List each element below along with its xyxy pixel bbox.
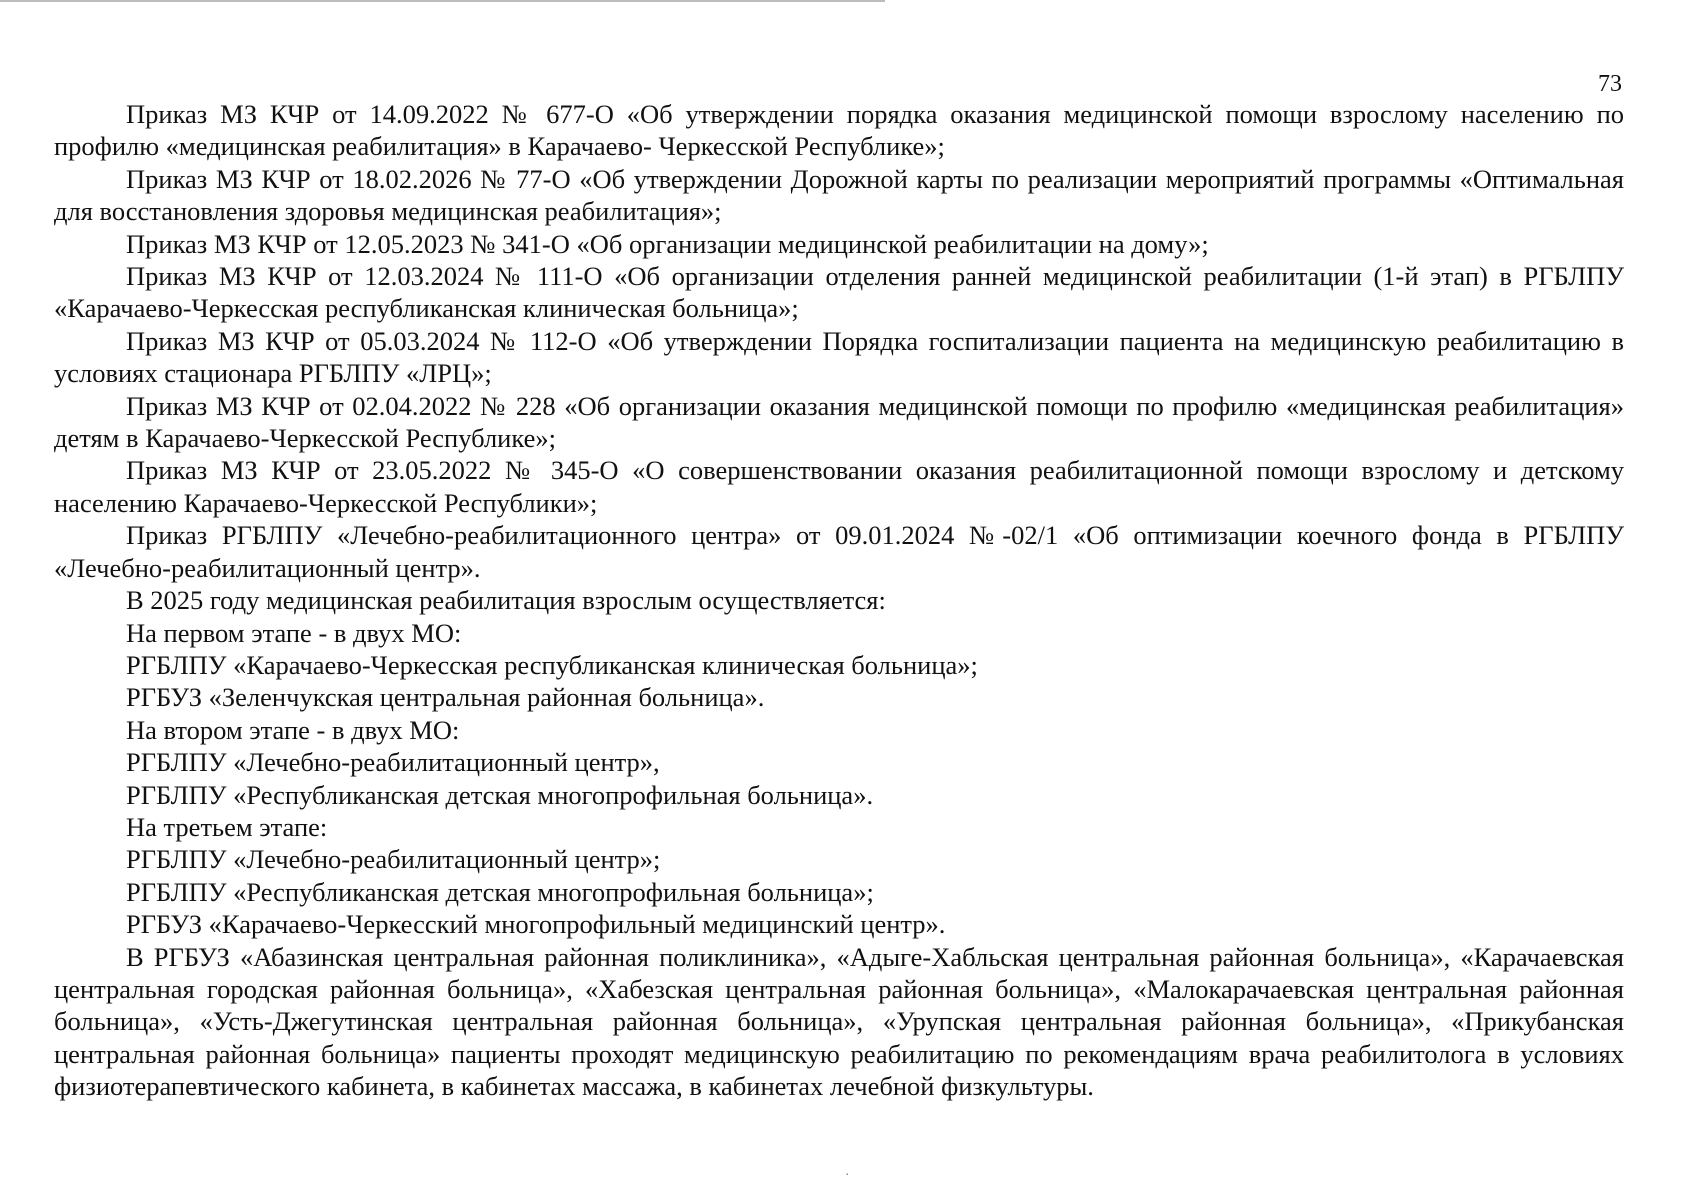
stage-heading: На третьем этапе: — [126, 811, 328, 842]
closing-paragraph: В РГБУЗ «Абазинская центральная районная поликлиника», «Адыге-Хабльская центральная районная больница», «Карачаевская центральная городская районная больница», «Хабезская центральная районная больница», «Малокарачаевская центральная районная больница», «Усть-Джегутинская центральная районная больница», «Урупская центральная районная больница», «Прикубанская центральная районная больница» пациенты проходят медицинскую реабилитацию по рекомендациям врача реабилитолога в условиях физиотерапевтического кабинета, в кабинетах массажа, в кабинетах лечебной физкультуры. — [54, 941, 1624, 1102]
stage-item: РГБУЗ «Карачаево-Черкесский многопрофильный медицинский центр». — [126, 909, 946, 940]
stage-item: РГБЛПУ «Лечебно-реабилитационный центр», — [126, 747, 660, 778]
order-paragraph: Приказ МЗ КЧР от 02.04.2022 № 228 «Об организации оказания медицинской помощи по профилю «медицинская реабилитация» детям в Карачаево-Черкесской Республике»; — [54, 390, 1624, 454]
stage-item: РГБЛПУ «Карачаево-Черкесская республиканская клиническая больница»; — [126, 649, 978, 680]
order-paragraph: Приказ РГБЛПУ «Лечебно-реабилитационного центра» от 09.01.2024 №-02/1 «Об оптимизации коечного фонда в РГБЛПУ «Лечебно-реабилитационный центр». — [54, 520, 1624, 583]
order-paragraph: Приказ МЗ КЧР от 18.02.2026 № 77-О «Об утверждении Дорожной карты по реализации мероприятий программы «Оптимальная для восстановления здоровья медицинская реабилитация»; — [54, 163, 1624, 227]
stage-item: РГБУЗ «Зеленчукская центральная районная больница». — [126, 682, 765, 713]
order-paragraph: Приказ МЗ КЧР от 23.05.2022 № 345-О «О совершенствовании оказания реабилитационной помощи взрослому и детскому населению Карачаево-Черкесской Республики»; — [54, 455, 1624, 518]
order-paragraph: Приказ МЗ КЧР от 14.09.2022 № 677-О «Об утверждении порядка оказания медицинской помощи взрослому населению по профилю «медицинская реабилитация» в Карачаево- Черкесской Республике»; — [54, 99, 1624, 162]
stages-intro: В 2025 году медицинская реабилитация взрослым осуществляется: — [126, 585, 886, 616]
stage-item: РГБЛПУ «Республиканская детская многопрофильная больница». — [126, 779, 874, 810]
stage-item: РГБЛПУ «Лечебно-реабилитационный центр»; — [126, 844, 661, 875]
stage-item: РГБЛПУ «Республиканская детская многопрофильная больница»; — [126, 876, 874, 907]
order-paragraph: Приказ МЗ КЧР от 05.03.2024 № 112-О «Об утверждении Порядка госпитализации пациента на медицинскую реабилитацию в условиях стационара РГБЛПУ «ЛРЦ»; — [54, 325, 1624, 389]
stage-heading: На втором этапе - в двух МО: — [126, 714, 460, 745]
scan-speck: · — [845, 1168, 850, 1183]
page-number: 73 — [1598, 71, 1622, 97]
stage-heading: На первом этапе - в двух МО: — [126, 617, 462, 648]
order-paragraph: Приказ МЗ КЧР от 12.05.2023 № 341-О «Об организации медицинской реабилитации на дому»; — [126, 228, 1209, 259]
order-paragraph: Приказ МЗ КЧР от 12.03.2024 № 111-О «Об организации отделения ранней медицинской реабилитации (1-й этап) в РГБЛПУ «Карачаево-Черкесская республиканская клиническая больница»; — [54, 261, 1624, 324]
document-body — [54, 98, 1624, 1103]
scan-edge-line — [0, 0, 885, 2]
